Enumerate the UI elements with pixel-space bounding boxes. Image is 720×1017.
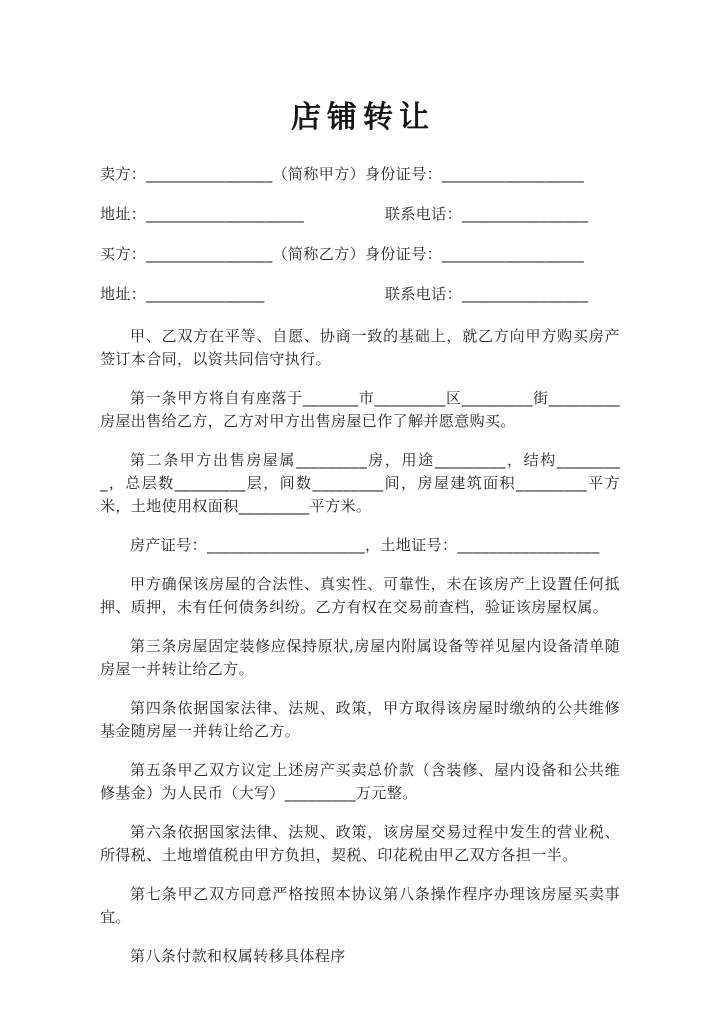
seller-address-line bbox=[100, 205, 620, 223]
clause-2-paragraph: 第二条甲方出售房屋属_________房，用途_________，结构_________，总层数_________层，间数_________间，房屋建筑面积_________平方米，土地使用权面积_________平方米。 bbox=[100, 451, 620, 515]
warranty-paragraph: 甲方确保该房屋的合法性、真实性、可靠性，未在该房产上设置任何抵押、质押，未有任何债务纠纷。乙方有权在交易前查档，验证该房屋权属。 bbox=[100, 575, 620, 616]
certificate-numbers-line: 房产证号：____________________，土地证号：__________________ bbox=[130, 536, 600, 554]
clause-1-paragraph: 第一条甲方将自有座落于_______市_________区_________街_________房屋出售给乙方，乙方对甲方出售房屋已作了解并愿意购买。 bbox=[100, 389, 620, 430]
clause-3-paragraph: 第三条房屋固定装修应保持原状,房屋内附属设备等祥见屋内设备清单随房屋一并转让给乙方。 bbox=[100, 637, 620, 678]
buyer-phone-field: 联系电话：________________ bbox=[385, 285, 589, 303]
contract-body bbox=[100, 325, 620, 968]
clause-6-paragraph: 第六条依据国家法律、法规、政策，该房屋交易过程中发生的营业税、所得税、土地增值税由甲方负担，契税、印花税由甲乙双方各担一半。 bbox=[100, 823, 620, 864]
seller-phone-field: 联系电话：________________ bbox=[385, 205, 589, 223]
document-title: 店铺转让 bbox=[291, 100, 435, 135]
clause-5-paragraph: 第五条甲乙双方议定上述房产买卖总价款（含装修、屋内设备和公共维修基金）为人民币（大写）_________万元整。 bbox=[100, 761, 620, 802]
clause-4-paragraph: 第四条依据国家法律、法规、政策，甲方取得该房屋时缴纳的公共维修基金随房屋一并转让给乙方。 bbox=[100, 699, 620, 740]
seller-line: 卖方：________________（简称甲方）身份证号：__________________ bbox=[100, 165, 585, 183]
seller-address-field: 地址：____________________ bbox=[100, 205, 305, 223]
buyer-address-line bbox=[100, 285, 620, 303]
buyer-line: 买方：________________（简称乙方）身份证号：__________________ bbox=[100, 245, 585, 263]
clause-7-paragraph: 第七条甲乙双方同意严格按照本协议第八条操作程序办理该房屋买卖事宜。 bbox=[100, 885, 620, 926]
intro-paragraph: 甲、乙双方在平等、自愿、协商一致的基础上，就乙方向甲方购买房产签订本合同，以资共同信守执行。 bbox=[100, 327, 620, 368]
clause-8-heading: 第八条付款和权属转移具体程序 bbox=[130, 947, 346, 965]
party-info-section bbox=[100, 165, 620, 303]
buyer-address-field: 地址：_______________ bbox=[100, 285, 265, 303]
